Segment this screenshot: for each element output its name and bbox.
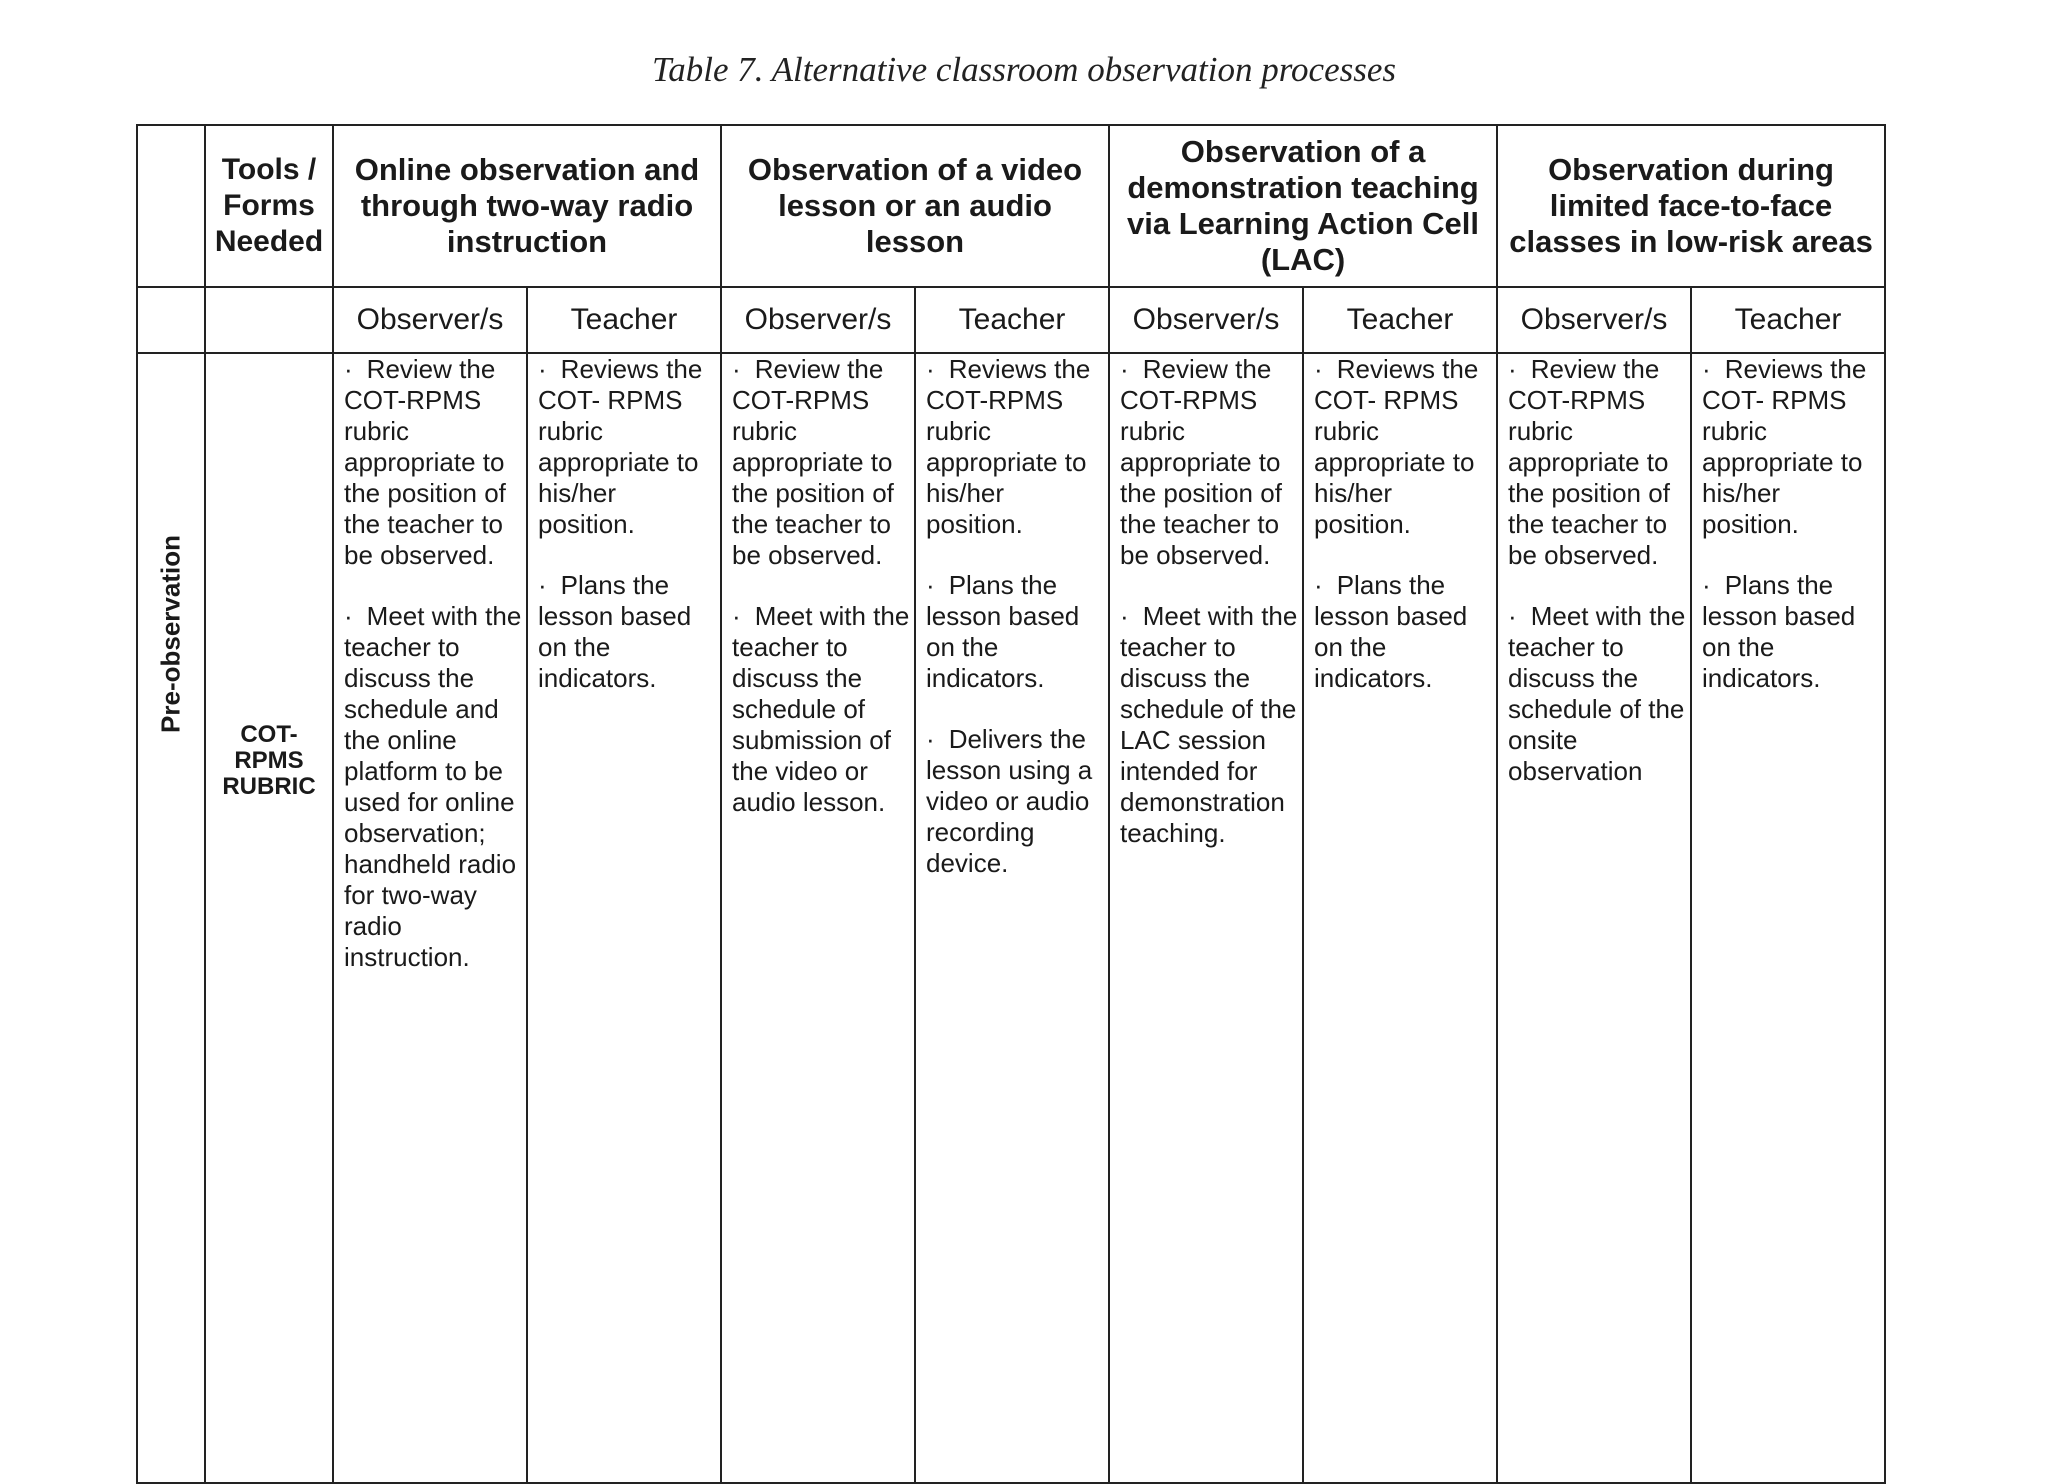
bullet-dot-icon: · (732, 601, 741, 631)
pre-observation-row (137, 353, 1885, 1483)
bullet-dot-icon: · (1314, 570, 1323, 600)
observer-header: Observer/s (1109, 287, 1303, 353)
video-teacher-cell (915, 353, 1109, 1483)
bullet-dot-icon: · (1508, 601, 1517, 631)
corner-cell (137, 287, 205, 353)
bullet-item (538, 570, 716, 694)
bullet-item (1508, 354, 1686, 571)
online-teacher-cell (527, 353, 721, 1483)
bullet-item (1508, 601, 1686, 787)
bullet-item (926, 354, 1104, 540)
bullet-dot-icon: · (538, 354, 547, 384)
tools-header: Tools / Forms Needed (205, 125, 333, 287)
bullet-dot-icon: · (1508, 354, 1517, 384)
bullet-text: Reviews the COT- RPMS rubric appropriate to his/her position. (1702, 354, 1867, 539)
group-header-face-to-face: Observation during limited face-to-face classes in low-risk areas (1497, 125, 1885, 287)
observer-header: Observer/s (721, 287, 915, 353)
bullet-dot-icon: · (1120, 354, 1129, 384)
header-row (137, 125, 1885, 287)
bullet-text: Review the COT-RPMS rubric appropriate to the position of the teacher to be observed. (732, 354, 894, 570)
subheader-row (137, 287, 1885, 353)
bullet-text: Review the COT-RPMS rubric appropriate to the position of the teacher to be observed. (344, 354, 506, 570)
bullet-dot-icon: · (1702, 570, 1711, 600)
bullet-dot-icon: · (926, 724, 935, 754)
lac-observer-cell (1109, 353, 1303, 1483)
f2f-teacher-cell (1691, 353, 1885, 1483)
bullet-text: Review the COT-RPMS rubric appropriate to the position of the teacher to be observed. (1120, 354, 1282, 570)
bullet-text: Meet with the teacher to discuss the schedule and the online platform to be used for online observation; handheld radio for two-way radio instruction. (344, 601, 522, 972)
bullet-text: Reviews the COT- RPMS rubric appropriate to his/her position. (1314, 354, 1479, 539)
tool-name: COT-RPMS RUBRIC (205, 353, 333, 1483)
bullet-dot-icon: · (1702, 354, 1711, 384)
lac-teacher-cell (1303, 353, 1497, 1483)
bullet-dot-icon: · (1120, 601, 1129, 631)
bullet-item (926, 570, 1104, 694)
bullet-dot-icon: · (344, 601, 353, 631)
bullet-text: Delivers the lesson using a video or audio recording device. (926, 724, 1093, 878)
bullet-item (344, 354, 522, 571)
teacher-header: Teacher (915, 287, 1109, 353)
teacher-header: Teacher (1691, 287, 1885, 353)
bullet-item (732, 354, 910, 571)
bullet-item (926, 724, 1104, 879)
bullet-text: Plans the lesson based on the indicators. (538, 570, 692, 693)
table-caption: Table 7. Alternative classroom observation processes (651, 50, 1397, 89)
bullet-item (538, 354, 716, 540)
bullet-dot-icon: · (538, 570, 547, 600)
f2f-observer-cell (1497, 353, 1691, 1483)
teacher-header: Teacher (527, 287, 721, 353)
observation-table (136, 124, 1886, 1484)
teacher-header: Teacher (1303, 287, 1497, 353)
bullet-dot-icon: · (344, 354, 353, 384)
group-header-online: Online observation and through two-way radio instruction (333, 125, 721, 287)
bullet-text: Reviews the COT-RPMS rubric appropriate to his/her position. (926, 354, 1091, 539)
bullet-text: Meet with the teacher to discuss the schedule of submission of the video or audio lesson. (732, 601, 910, 817)
bullet-item (1702, 570, 1880, 694)
bullet-text: Plans the lesson based on the indicators. (926, 570, 1080, 693)
bullet-dot-icon: · (926, 354, 935, 384)
online-observer-cell (333, 353, 527, 1483)
corner-cell (137, 125, 205, 287)
bullet-item (1314, 570, 1492, 694)
bullet-item (732, 601, 910, 818)
bullet-text: Plans the lesson based on the indicators. (1314, 570, 1468, 693)
bullet-item (1120, 354, 1298, 571)
group-header-lac: Observation of a demonstration teaching via Learning Action Cell (LAC) (1109, 125, 1497, 287)
bullet-text: Review the COT-RPMS rubric appropriate to the position of the teacher to be observed. (1508, 354, 1670, 570)
bullet-text: Plans the lesson based on the indicators. (1702, 570, 1856, 693)
observer-header: Observer/s (333, 287, 527, 353)
bullet-dot-icon: · (732, 354, 741, 384)
stage-cell (137, 353, 205, 1483)
bullet-dot-icon: · (1314, 354, 1323, 384)
bullet-item (344, 601, 522, 973)
bullet-text: Meet with the teacher to discuss the schedule of the LAC session intended for demonstration teaching. (1120, 601, 1298, 848)
observer-header: Observer/s (1497, 287, 1691, 353)
tools-subheader-cell (205, 287, 333, 353)
stage-label: Pre-observation (155, 535, 186, 733)
video-observer-cell (721, 353, 915, 1483)
bullet-item (1702, 354, 1880, 540)
group-header-video-audio: Observation of a video lesson or an audio lesson (721, 125, 1109, 287)
bullet-text: Reviews the COT- RPMS rubric appropriate to his/her position. (538, 354, 703, 539)
bullet-dot-icon: · (926, 570, 935, 600)
bullet-item (1314, 354, 1492, 540)
bullet-text: Meet with the teacher to discuss the schedule of the onsite observation (1508, 601, 1686, 786)
bullet-item (1120, 601, 1298, 849)
